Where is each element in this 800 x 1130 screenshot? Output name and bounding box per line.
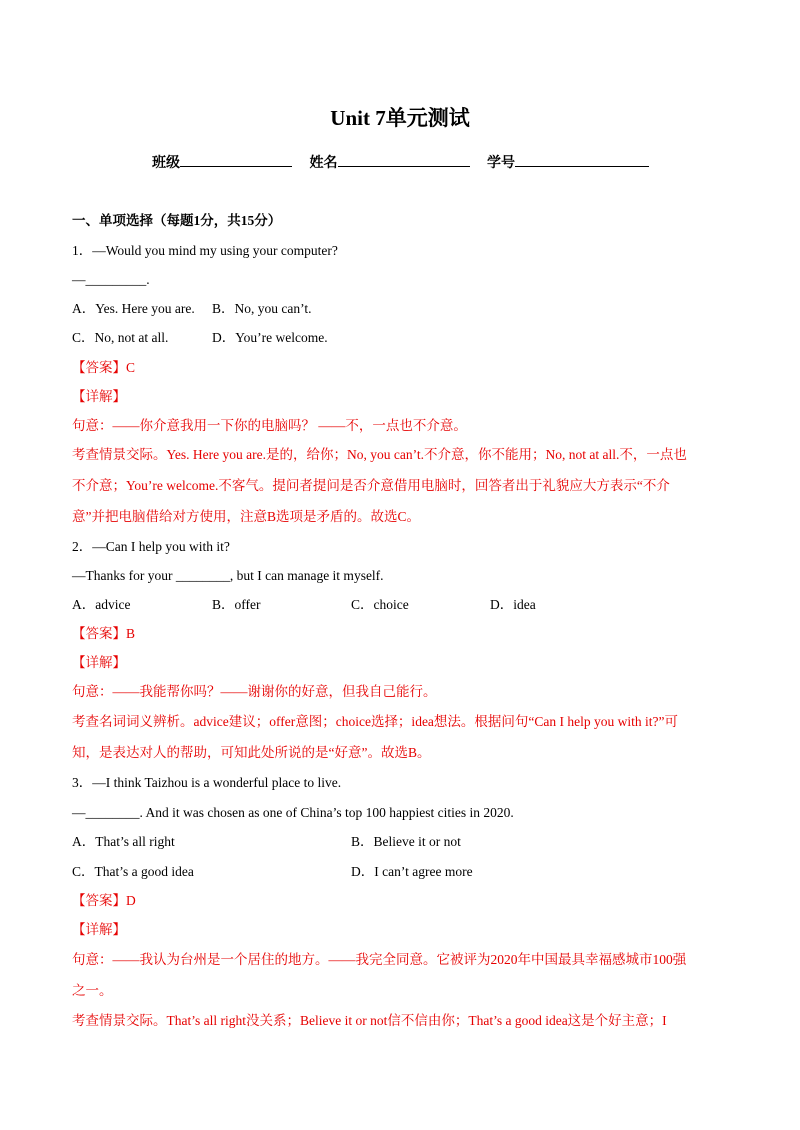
q2-option-b: B．offer xyxy=(212,597,261,612)
q3-meaning-line-2: 之一。 xyxy=(72,983,113,998)
class-blank[interactable] xyxy=(180,152,292,167)
id-blank[interactable] xyxy=(515,152,649,167)
q3-option-b: B．Believe it or not xyxy=(351,834,461,849)
q1-option-a: A．Yes. Here you are. xyxy=(72,301,195,316)
section-heading: 一、单项选择（每题1分，共15分） xyxy=(72,213,282,228)
q1-analysis-line-3: 意”并把电脑借给对方使用，注意B选项是矛盾的。故选C。 xyxy=(72,509,420,524)
q1-answer: 【答案】C xyxy=(72,360,136,375)
q2-detail-label: 【详解】 xyxy=(72,655,126,670)
page-title: Unit 7单元测试 xyxy=(330,106,470,130)
q1-option-d: D．You’re welcome. xyxy=(212,330,328,345)
name-label: 姓名 xyxy=(309,156,338,171)
q1-analysis-line-1: 考查情景交际。Yes. Here you are.是的，给你；No, you can’t.不介意，你不能用；No, not at all.不，一点也 xyxy=(72,447,687,462)
q3-detail-label: 【详解】 xyxy=(72,922,126,937)
id-label: 学号 xyxy=(487,156,515,171)
q3-answer: 【答案】D xyxy=(72,893,136,908)
q1-analysis-line-2: 不介意；You’re welcome.不客气。提问者提问是否介意借用电脑时，回答者出于礼貌应大方表示“不介 xyxy=(72,478,670,493)
q3-analysis-line-1: 考查情景交际。That’s all right没关系；Believe it or not信不信由你；That’s a good idea这是个好主意；I xyxy=(72,1013,667,1028)
q3-option-a: A．That’s all right xyxy=(72,834,175,849)
name-blank[interactable] xyxy=(338,152,470,167)
q3-option-d: D．I can’t agree more xyxy=(351,864,473,879)
q2-stem: 2．—Can I help you with it? xyxy=(72,539,230,554)
q2-meaning: 句意：——我能帮你吗？——谢谢你的好意，但我自己能行。 xyxy=(72,684,437,699)
q1-detail-label: 【详解】 xyxy=(72,389,126,404)
q3-option-c: C．That’s a good idea xyxy=(72,864,194,879)
class-label: 班级 xyxy=(152,156,180,171)
q3-stem: 3．—I think Taizhou is a wonderful place to live. xyxy=(72,775,342,790)
q2-option-c: C．choice xyxy=(351,597,409,612)
q2-option-a: A．advice xyxy=(72,597,131,612)
q1-option-b: B．No, you can’t. xyxy=(212,301,312,316)
student-info-line xyxy=(152,152,649,172)
q2-reply: —Thanks for your ________, but I can manage it myself. xyxy=(72,568,384,583)
q1-meaning: 句意：——你介意我用一下你的电脑吗？ ——不，一点也不介意。 xyxy=(72,418,467,433)
q2-answer: 【答案】B xyxy=(72,626,136,641)
q3-reply: —________. And it was chosen as one of China’s top 100 happiest cities in 2020. xyxy=(72,805,514,820)
q1-option-c: C．No, not at all. xyxy=(72,330,169,345)
q3-meaning-line-1: 句意：——我认为台州是一个居住的地方。——我完全同意。它被评为2020年中国最具幸福感城市100强 xyxy=(72,952,687,967)
q2-analysis-line-1: 考查名词词义辨析。advice建议；offer意图；choice选择；idea想法。根据问句“Can I help you with it?”可 xyxy=(72,714,679,729)
q2-option-d: D．idea xyxy=(490,597,536,612)
q2-analysis-line-2: 知，是表达对人的帮助，可知此处所说的是“好意”。故选B。 xyxy=(72,745,431,760)
q1-reply: —_________. xyxy=(72,272,150,287)
q1-stem: 1．—Would you mind my using your computer? xyxy=(72,243,338,258)
